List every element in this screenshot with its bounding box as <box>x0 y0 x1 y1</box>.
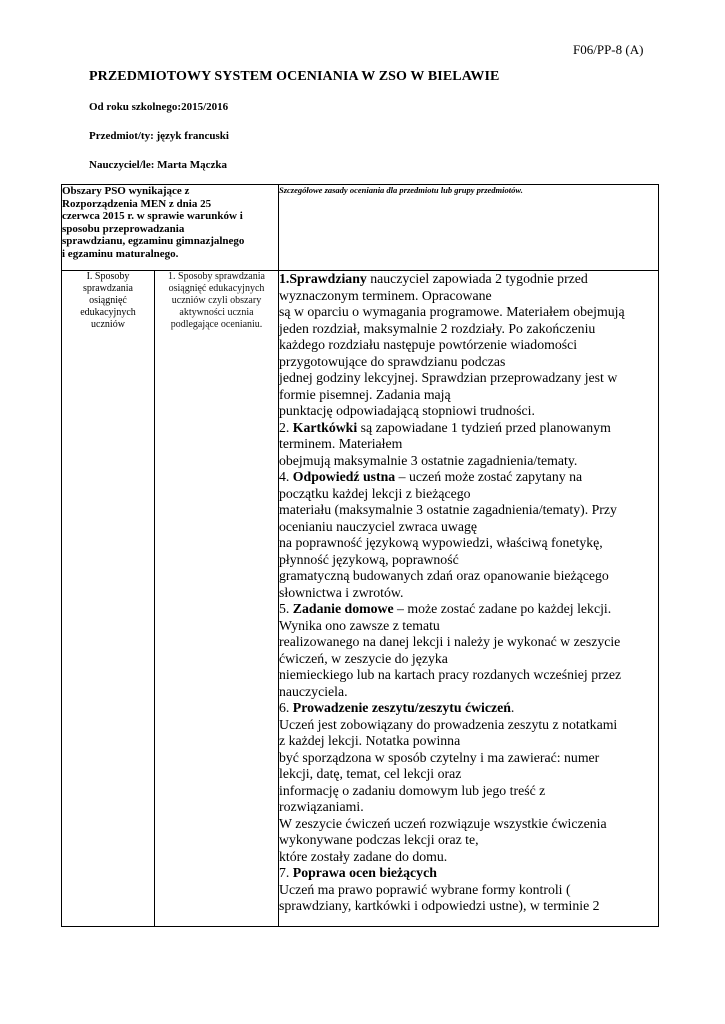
rules-line <box>279 816 658 833</box>
header-areas-line: Obszary PSO wynikające z <box>62 185 190 197</box>
sub-label-line: podlegające ocenianiu. <box>170 319 263 330</box>
area-label-line: sprawdzania <box>83 283 133 294</box>
rules-text: informację o zadaniu domowym lub jego treść z <box>279 782 546 798</box>
header-areas-line: czerwca 2015 r. w sprawie warunków i <box>62 210 243 222</box>
rules-line <box>279 766 658 783</box>
rules-line <box>279 618 658 635</box>
area-label-cell <box>62 271 155 927</box>
rules-text: są zapowiadane 1 tydzień przed planowanym <box>357 419 611 435</box>
rules-text: . <box>510 700 515 715</box>
rules-line <box>279 420 658 437</box>
header-areas-line: sposobu przeprowadzania <box>62 222 185 235</box>
rules-text: nauczyciel zapowiada 2 tygodnie przed <box>366 271 588 286</box>
rules-line <box>279 849 658 866</box>
rules-line <box>279 321 658 338</box>
rules-line <box>279 882 658 899</box>
rules-text: materiału (maksymalnie 3 ostatnie zagadnienia/tematy). Przy <box>279 502 617 517</box>
rules-line <box>279 271 658 288</box>
rules-text: Uczeń ma prawo poprawić wybrane formy kontroli ( <box>279 881 571 897</box>
rules-text: na poprawność językową wypowiedzi, właściwą fonetykę, <box>279 535 603 550</box>
rules-text: 5. <box>279 601 293 616</box>
rules-heading: Kartkówki <box>292 419 358 435</box>
rules-line <box>279 370 658 387</box>
rules-line <box>279 667 658 684</box>
rules-text: płynność językową, poprawność <box>279 551 459 567</box>
table-header-row <box>62 185 659 271</box>
rules-text: słownictwa i zwrotów. <box>279 584 404 600</box>
rules-text: ćwiczeń, w zeszycie do języka <box>279 650 448 666</box>
header-areas-line: i egzaminu maturalnego. <box>62 247 179 260</box>
rules-text: – może zostać zadane po każdej lekcji. <box>393 601 612 616</box>
rules-line <box>279 651 658 668</box>
rules-line <box>279 453 658 470</box>
rules-text: formie pisemnej. Zadania mają <box>279 386 451 402</box>
rules-text: są w oparciu o wymagania programowe. Materiałem obejmują <box>279 304 625 319</box>
rules-text: – uczeń może zostać zapytany na <box>395 469 583 484</box>
header-areas-line: sprawdzianu, egzaminu gimnazjalnego <box>62 235 245 247</box>
teacher: Nauczyciel/le: Marta Mączka <box>89 159 228 171</box>
rules-text: realizowanego na danej lekcji i należy je wykonać w zeszycie <box>279 634 621 649</box>
rules-text: wyznaczonym terminem. Opracowane <box>279 287 492 303</box>
rules-line <box>279 403 658 420</box>
sub-label-line: 1. Sposoby sprawdzania <box>168 271 265 282</box>
sub-label-cell <box>155 271 279 927</box>
rules-text: punktację odpowiadającą stopniowi trudności. <box>279 403 535 418</box>
rules-heading: Prowadzenie zeszytu/zeszytu ćwiczeń <box>292 700 511 715</box>
rules-text: obejmują maksymalnie 3 ostatnie zagadnienia/tematy. <box>279 452 578 468</box>
rules-text: jeden rozdział, maksymalnie 2 rozdziały. Po zakończeniu <box>279 320 596 336</box>
rules-text: terminem. Materiałem <box>279 436 403 451</box>
rules-line <box>279 865 658 882</box>
rules-heading: Poprawa ocen bieżących <box>292 865 437 880</box>
grading-table <box>61 184 659 927</box>
school-year: Od roku szkolnego:2015/2016 <box>89 101 229 113</box>
header-areas-cell <box>62 185 279 271</box>
sub-label-line: aktywności ucznia <box>179 307 254 318</box>
rules-text: ocenianiu nauczyciel zwraca uwagę <box>279 518 478 534</box>
area-label-line: I. Sposoby <box>86 271 130 282</box>
rules-line <box>279 502 658 519</box>
rules-text: Uczeń jest zobowiązany do prowadzenia zeszytu z notatkami <box>279 716 618 732</box>
rules-line <box>279 832 658 849</box>
rules-line <box>279 304 658 321</box>
rules-text: 2. <box>279 419 293 435</box>
rules-line <box>279 535 658 552</box>
rules-line <box>279 898 658 915</box>
rules-line <box>279 387 658 404</box>
rules-line <box>279 733 658 750</box>
rules-text: niemieckiego lub na kartach pracy rozdanych wcześniej przez <box>279 667 622 682</box>
area-label-line: edukacyjnych <box>80 307 136 318</box>
document-code: F06/PP-8 (A) <box>573 42 644 57</box>
rules-line <box>279 634 658 651</box>
rules-line <box>279 717 658 734</box>
rules-text: W zeszycie ćwiczeń uczeń rozwiązuje wszystkie ćwiczenia <box>279 815 607 831</box>
sub-label-line: osiągnięć edukacyjnych <box>168 283 265 294</box>
rules-line <box>279 469 658 486</box>
rules-line <box>279 486 658 503</box>
rules-text: z każdej lekcji. Notatka powinna <box>279 733 461 748</box>
rules-text: które zostały zadane do domu. <box>279 848 448 864</box>
rules-line <box>279 568 658 585</box>
rules-text: nauczyciela. <box>279 683 348 699</box>
rules-line <box>279 585 658 602</box>
rules-line <box>279 552 658 569</box>
rules-text: rozwiązaniami. <box>279 799 364 814</box>
subject: Przedmiot/ty: język francuski <box>89 130 229 142</box>
rules-text: początku każdej lekcji z bieżącego <box>279 485 471 501</box>
rules-content-cell <box>279 271 659 927</box>
rules-line <box>279 354 658 371</box>
rules-heading: Zadanie domowe <box>292 601 394 616</box>
rules-text: przygotowujące do sprawdzianu podczas <box>279 353 506 369</box>
rules-heading: Odpowiedź ustna <box>292 469 396 484</box>
rules-line <box>279 601 658 618</box>
rules-line <box>279 337 658 354</box>
rules-text: gramatyczną budowanych zdań oraz opanowanie bieżącego <box>279 568 609 583</box>
rules-text: wykonywane podczas lekcji oraz te, <box>279 832 479 847</box>
rules-line <box>279 700 658 717</box>
document-title: PRZEDMIOTOWY SYSTEM OCENIANIA W ZSO W BIELAWIE <box>89 69 500 84</box>
rules-line <box>279 519 658 536</box>
rules-line <box>279 799 658 816</box>
rules-line <box>279 684 658 701</box>
rules-text: Wynika ono zawsze z tematu <box>279 617 440 633</box>
rules-text: jednej godziny lekcyjnej. Sprawdzian przeprowadzany jest w <box>279 370 618 385</box>
table-row <box>62 271 659 927</box>
rules-text: 6. <box>279 700 293 715</box>
rules-text: lekcji, datę, temat, cel lekcji oraz <box>279 766 462 781</box>
rules-line <box>279 783 658 800</box>
rules-heading: 1.Sprawdziany <box>279 271 367 286</box>
rules-text: każdego rozdziału następuje powtórzenie wiadomości <box>279 337 578 352</box>
rules-line <box>279 750 658 767</box>
area-label-line: osiągnięć <box>89 295 127 306</box>
header-rules-cell: Szczegółowe zasady oceniania dla przedmiotu lub grupy przedmiotów. <box>279 185 659 271</box>
rules-line <box>279 288 658 305</box>
rules-text: 7. <box>279 865 293 880</box>
rules-text: być sporządzona w sposób czytelny i ma zawierać: numer <box>279 749 600 765</box>
rules-line <box>279 436 658 453</box>
header-areas-line: Rozporządzenia MEN z dnia 25 <box>62 197 212 210</box>
rules-text: 4. <box>279 469 293 484</box>
area-label-line: uczniów <box>91 319 125 330</box>
sub-label-line: uczniów czyli obszary <box>171 295 262 306</box>
rules-text: sprawdziany, kartkówki i odpowiedzi ustne), w terminie 2 <box>279 898 600 913</box>
